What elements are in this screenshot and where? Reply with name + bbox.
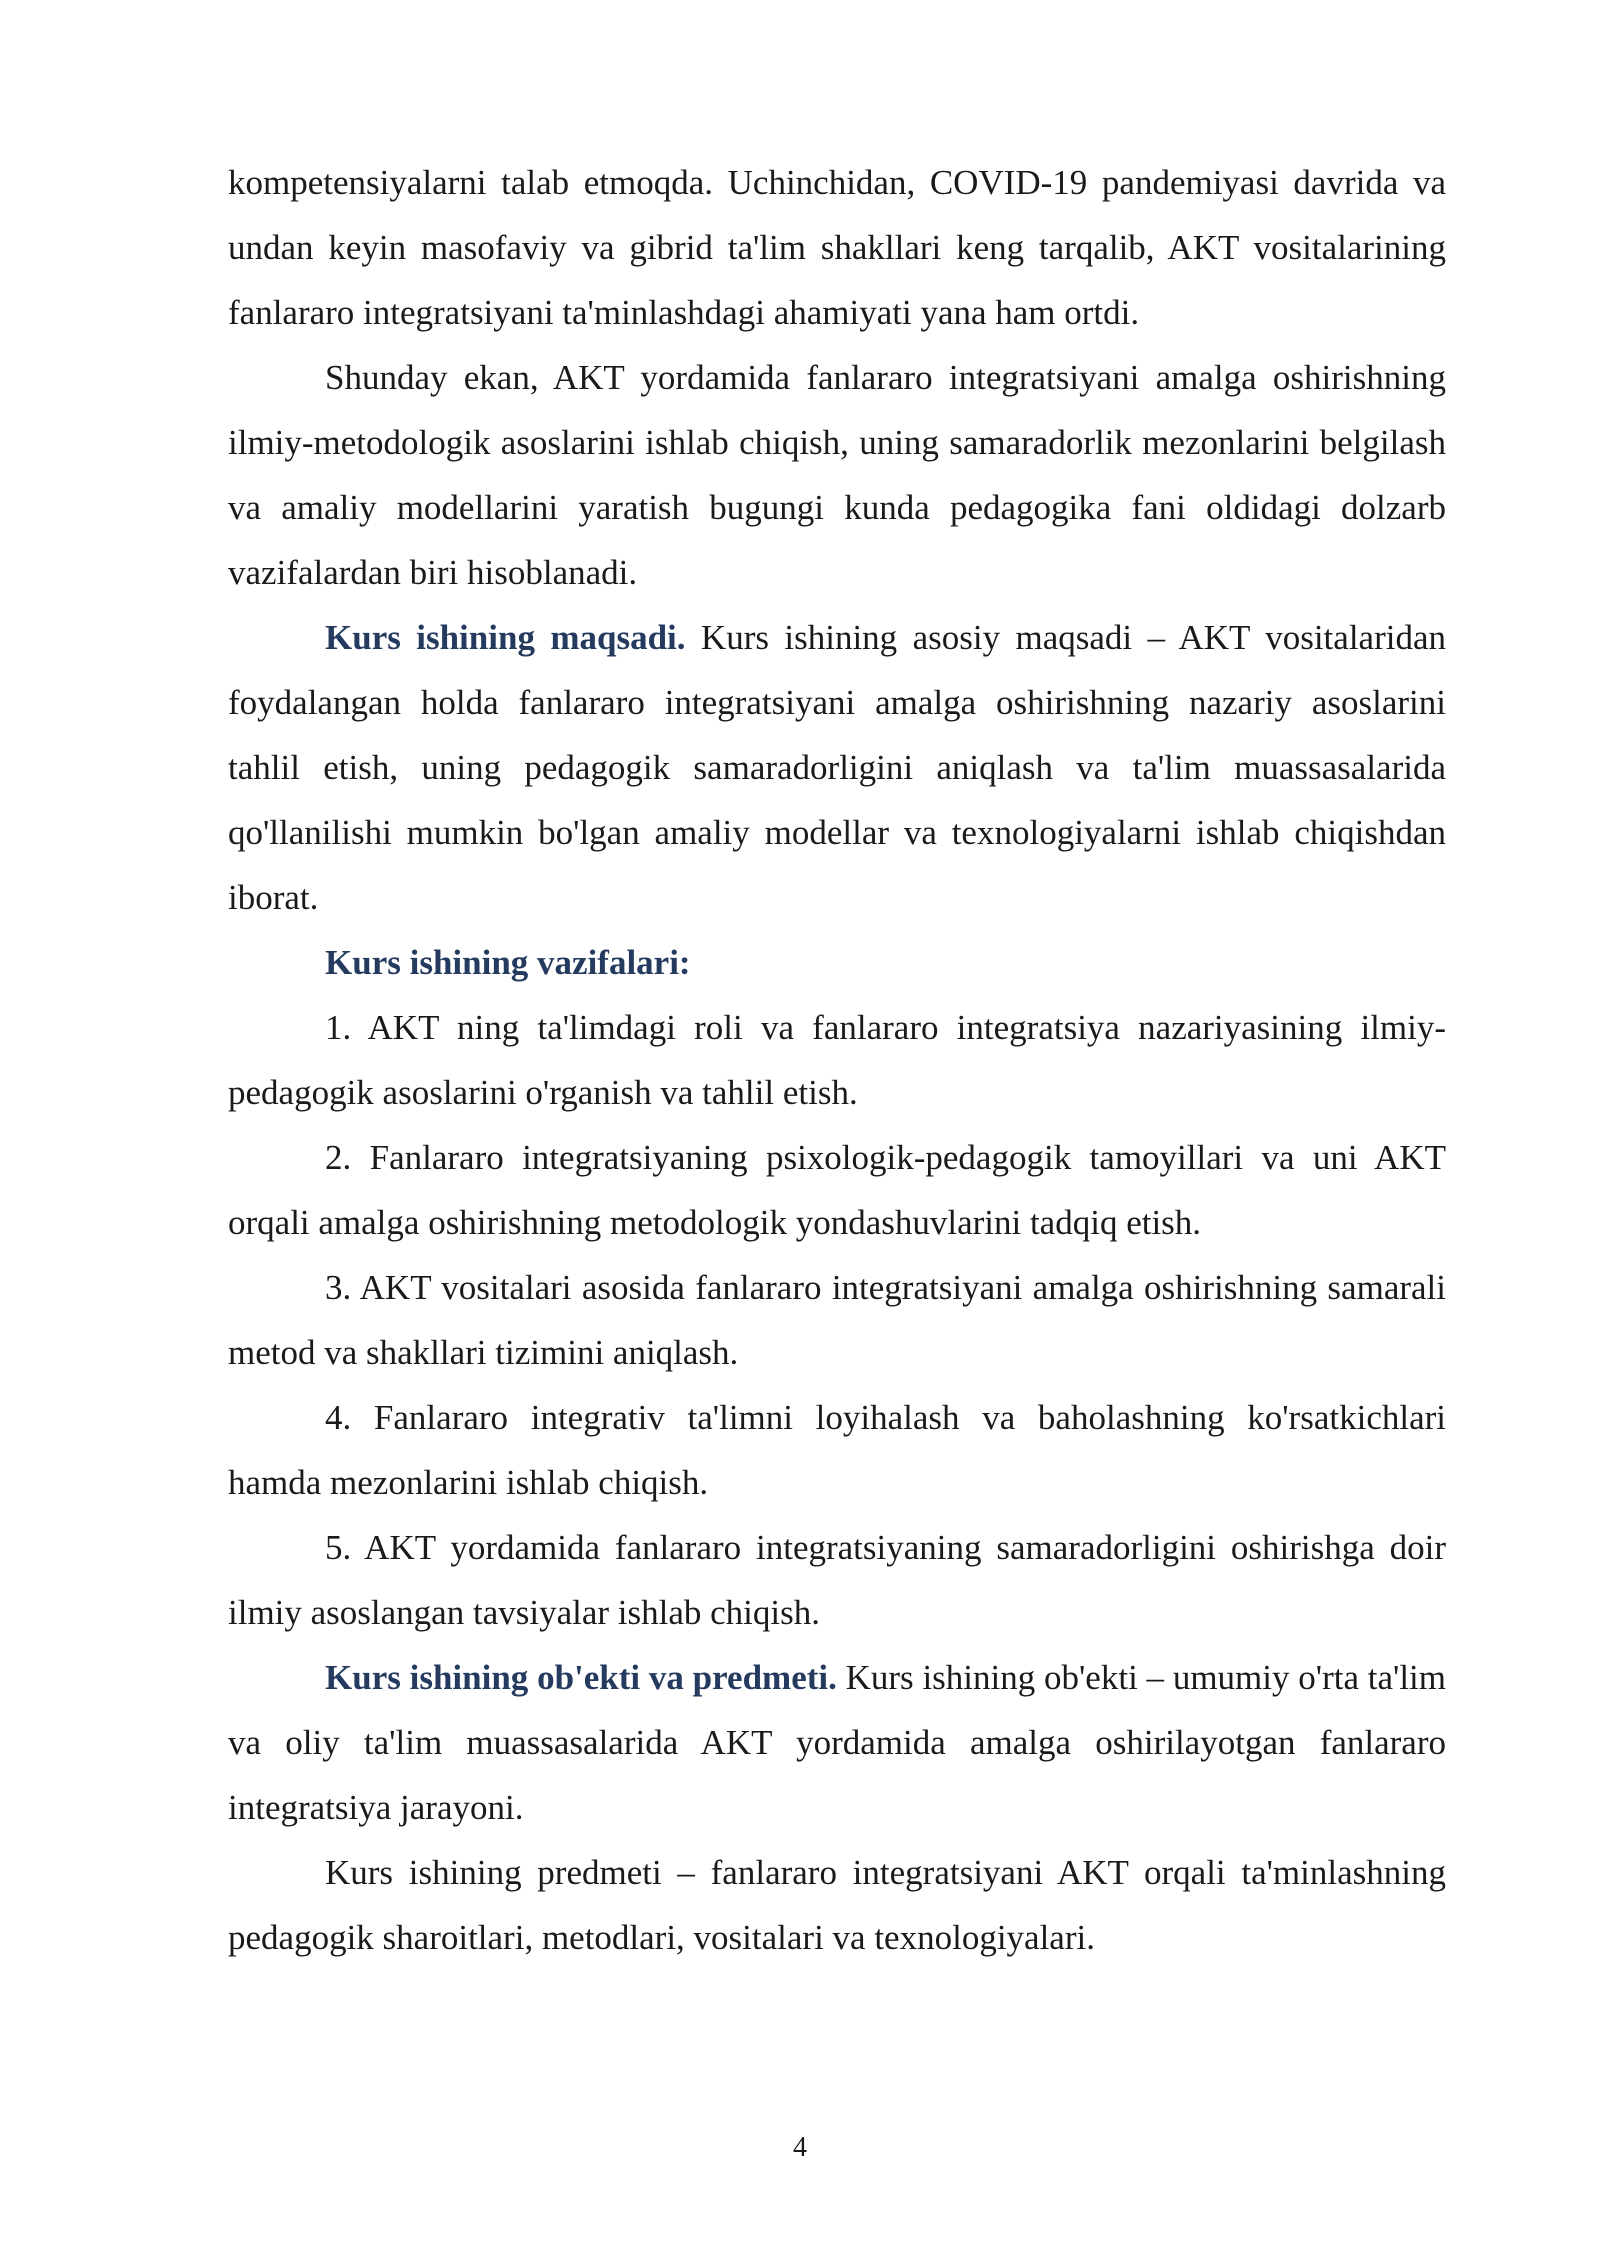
section-heading-tasks: Kurs ishining vazifalari:	[325, 943, 691, 982]
paragraph-text: 5. AKT yordamida fanlararo integratsiyaning samaradorligini oshirishga doir ilmiy asoslangan tavsiyalar ishlab chiqish.	[228, 1528, 1446, 1632]
paragraph-text: Kurs ishining ob'ekti – umumiy o'rta ta'lim va oliy ta'lim muassasalarida AKT yordamida amalga oshirilayotgan fanlararo integratsiya jarayoni.	[228, 1658, 1446, 1827]
paragraph-text: 1. AKT ning ta'limdagi roli va fanlararo integratsiya nazariyasining ilmiy-pedagogik asoslarini o'rganish va tahlil etish.	[228, 1008, 1446, 1112]
list-item-task-3	[228, 1255, 1446, 1385]
paragraph-subject	[228, 1840, 1446, 1970]
paragraph-text: 3. AKT vositalari asosida fanlararo integratsiyani amalga oshirishning samarali metod va shakllari tizimini aniqlash.	[228, 1268, 1446, 1372]
list-item-task-1	[228, 995, 1446, 1125]
list-item-task-4	[228, 1385, 1446, 1515]
paragraph-text: Kurs ishining predmeti – fanlararo integratsiyani AKT orqali ta'minlashning pedagogik sharoitlari, metodlari, vositalari va texnologiyalari.	[228, 1853, 1446, 1957]
section-heading-object: Kurs ishining ob'ekti va predmeti.	[325, 1658, 837, 1697]
paragraph-text: 2. Fanlararo integratsiyaning psixologik-pedagogik tamoyillari va uni AKT orqali amalga oshirishning metodologik yondashuvlarini tadqiq etish.	[228, 1138, 1446, 1242]
paragraph-text: Shunday ekan, AKT yordamida fanlararo integratsiyani amalga oshirishning ilmiy-metodologik asoslarini ishlab chiqish, uning samaradorlik mezonlarini belgilash va amaliy modellarini yaratish bugungi kunda pedagogika fani oldidagi dolzarb vazifalardan biri hisoblanadi.	[228, 358, 1446, 592]
paragraph-text: Kurs ishining asosiy maqsadi – AKT vositalaridan foydalangan holda fanlararo integratsiyani amalga oshirishning nazariy asoslarini tahlil etish, uning pedagogik samaradorligini aniqlash va ta'lim muassasalarida qo'llanilishi mumkin bo'lgan amaliy modellar va texnologiyalarni ishlab chiqishdan iborat.	[228, 618, 1446, 917]
page-number: 4	[793, 2132, 807, 2163]
paragraph-text: kompetensiyalarni talab etmoqda. Uchinchidan, COVID-19 pandemiyasi davrida va undan keyin masofaviy va gibrid ta'lim shakllari keng tarqalib, AKT vositalarining fanlararo integratsiyani ta'minlashdagi ahamiyati yana ham ortdi.	[228, 163, 1446, 332]
list-item-task-5	[228, 1515, 1446, 1645]
paragraph-object	[228, 1645, 1446, 1840]
paragraph-intro-continuation	[228, 150, 1446, 345]
paragraph-goal	[228, 605, 1446, 930]
paragraph-relevance	[228, 345, 1446, 605]
section-heading-goal: Kurs ishining maqsadi.	[325, 618, 686, 657]
paragraph-text: 4. Fanlararo integrativ ta'limni loyihalash va baholashning ko'rsatkichlari hamda mezonlarini ishlab chiqish.	[228, 1398, 1446, 1502]
paragraph-tasks-heading	[228, 930, 1446, 995]
list-item-task-2	[228, 1125, 1446, 1255]
page-body	[228, 150, 1446, 1970]
